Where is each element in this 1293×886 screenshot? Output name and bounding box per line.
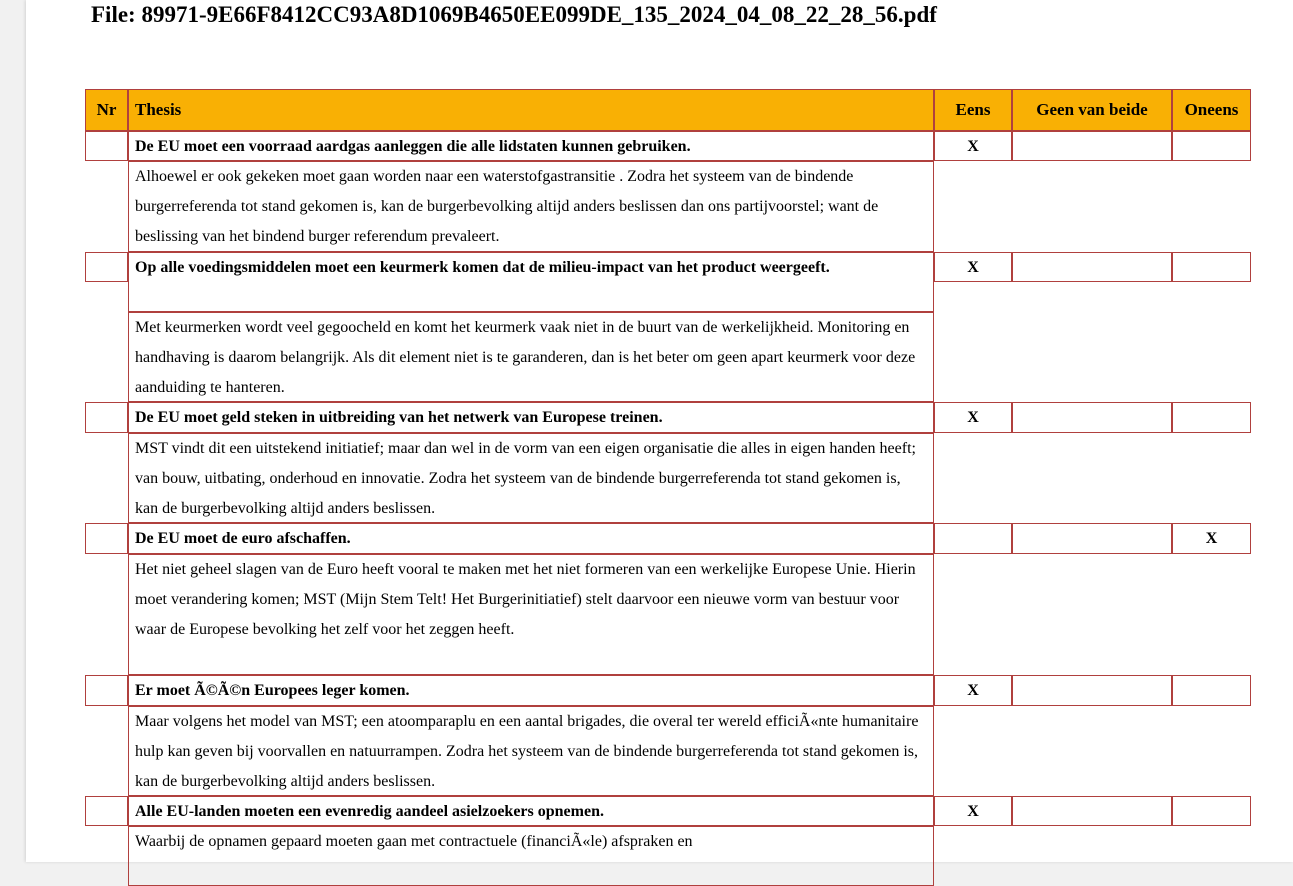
eens-cell: X <box>934 675 1012 706</box>
geen-van-beide-cell <box>1012 675 1172 706</box>
oneens-cell <box>1172 402 1251 433</box>
geen-van-beide-cell <box>1012 796 1172 826</box>
thesis-statement: De EU moet een voorraad aardgas aanleggen die alle lidstaten kunnen gebruiken. <box>128 131 934 161</box>
geen-van-beide-cell <box>1012 523 1172 554</box>
thesis-table <box>26 0 1293 862</box>
thesis-statement: De EU moet geld steken in uitbreiding van het netwerk van Europese treinen. <box>128 402 934 433</box>
header-nr: Nr <box>85 89 128 131</box>
eens-cell: X <box>934 402 1012 433</box>
row-number-cell <box>85 402 128 433</box>
file-title: File: 89971-9E66F8412CC93A8D1069B4650EE099DE_135_2024_04_08_22_28_56.pdf <box>91 2 937 27</box>
eens-cell: X <box>934 131 1012 161</box>
row-number-cell <box>85 796 128 826</box>
thesis-explanation: MST vindt dit een uitstekend initiatief; maar dan wel in de vorm van een eigen organisatie die alles in eigen handen heeft; van bouw, uitbating, onderhoud en innovatie. Zodra het systeem van de bindende burgerreferenda tot stand gekomen is, kan de burgerbevolking altijd anders beslissen. <box>128 433 934 523</box>
thesis-statement: De EU moet de euro afschaffen. <box>128 523 934 554</box>
thesis-statement: Er moet Ã©Ã©n Europees leger komen. <box>128 675 934 706</box>
oneens-cell <box>1172 131 1251 161</box>
thesis-explanation: Alhoewel er ook gekeken moet gaan worden naar een waterstofgastransitie . Zodra het systeem van de bindende burgerreferenda tot stand gekomen is, kan de burgerbevolking altijd anders beslissen dan ons partijvoorstel; want de beslissing van het bindend burger referendum prevaleert. <box>128 161 934 252</box>
header-eens: Eens <box>934 89 1012 131</box>
eens-cell: X <box>934 796 1012 826</box>
oneens-cell: X <box>1172 523 1251 554</box>
thesis-explanation: Waarbij de opnamen gepaard moeten gaan met contractuele (financiÃ«le) afspraken en <box>128 826 934 886</box>
header-thesis: Thesis <box>128 89 934 131</box>
geen-van-beide-cell <box>1012 252 1172 282</box>
eens-cell: X <box>934 252 1012 282</box>
thesis-statement: Alle EU-landen moeten een evenredig aandeel asielzoekers opnemen. <box>128 796 934 826</box>
oneens-cell <box>1172 796 1251 826</box>
thesis-explanation: Maar volgens het model van MST; een atoomparaplu en een aantal brigades, die overal ter wereld efficiÃ«nte humanitaire hulp kan geven bij voorvallen en natuurrampen. Zodra het systeem van de bindende burgerreferenda tot stand gekomen is, kan de burgerbevolking altijd anders beslissen. <box>128 706 934 796</box>
header-oneens: Oneens <box>1172 89 1251 131</box>
row-number-cell <box>85 523 128 554</box>
header-geen-van-beide: Geen van beide <box>1012 89 1172 131</box>
eens-cell <box>934 523 1012 554</box>
pdf-page <box>26 0 1293 862</box>
row-number-cell <box>85 252 128 282</box>
thesis-explanation: Het niet geheel slagen van de Euro heeft vooral te maken met het niet formeren van een werkelijke Europese Unie. Hierin moet verandering komen; MST (Mijn Stem Telt! Het Burgerinitiatief) stelt daarvoor een nieuwe vorm van bestuur voor waar de Europese bevolking het zelf voor het zeggen heeft. <box>128 554 934 675</box>
thesis-explanation: Met keurmerken wordt veel gegoocheld en komt het keurmerk vaak niet in de buurt van de werkelijkheid. Monitoring en handhaving is daarom belangrijk. Als dit element niet is te garanderen, dan is het beter om geen apart keurmerk voor deze aanduiding te hanteren. <box>128 312 934 402</box>
row-number-cell <box>85 675 128 706</box>
thesis-statement: Op alle voedingsmiddelen moet een keurmerk komen dat de milieu-impact van het product weergeeft. <box>128 252 934 312</box>
row-number-cell <box>85 131 128 161</box>
oneens-cell <box>1172 252 1251 282</box>
geen-van-beide-cell <box>1012 402 1172 433</box>
oneens-cell <box>1172 675 1251 706</box>
geen-van-beide-cell <box>1012 131 1172 161</box>
